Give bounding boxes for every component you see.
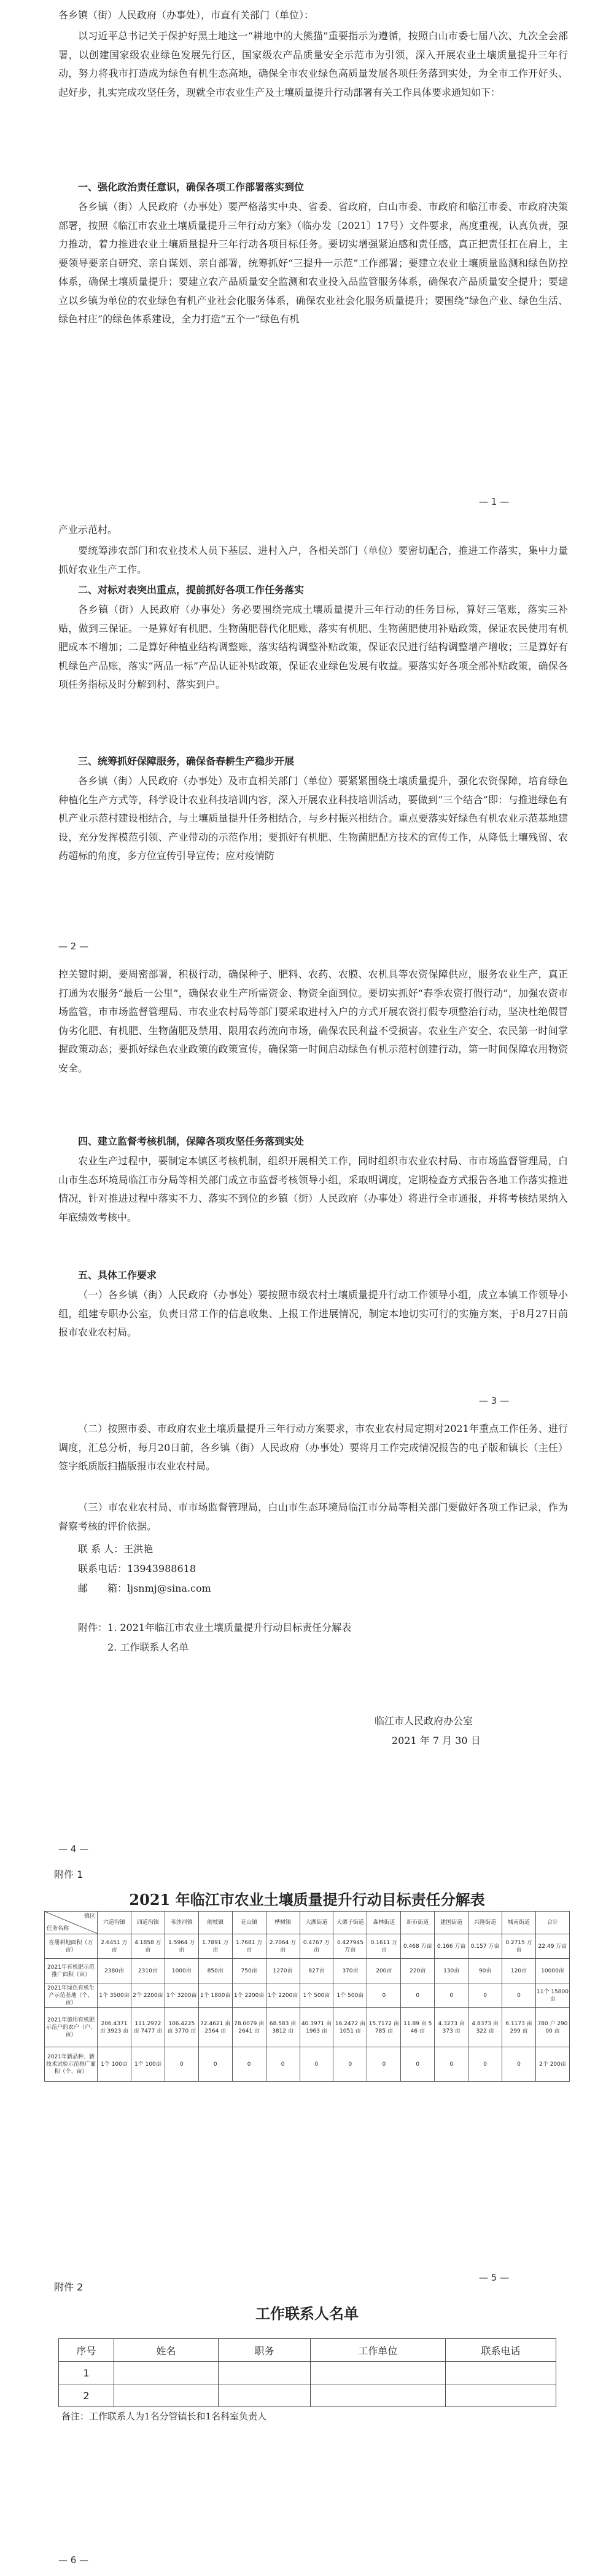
attachment-line-1 bbox=[78, 1620, 351, 1634]
page-number: — 6 — bbox=[58, 2555, 89, 2566]
table-cell: 0.427945 万亩 bbox=[333, 1934, 367, 1959]
row-header: 2021年绿色有机生产示范基地（个、亩） bbox=[45, 1983, 98, 2008]
table-cell: 2个 2200亩 bbox=[131, 1983, 165, 2008]
column-header: 城南街道 bbox=[502, 1912, 536, 1934]
table-cell: 827亩 bbox=[300, 1959, 333, 1983]
table-cell: 0 bbox=[333, 2047, 367, 2082]
table-cell: 220亩 bbox=[401, 1959, 435, 1983]
table-cell: 78.0079 亩 2641 亩 bbox=[232, 2008, 266, 2047]
table-cell: 0 bbox=[435, 1983, 468, 2008]
table-cell bbox=[114, 2362, 219, 2384]
table-cell: 6.1173 亩 299 亩 bbox=[502, 2008, 536, 2047]
page-number: — 5 — bbox=[479, 2272, 510, 2283]
table-cell: 1.7891 万亩 bbox=[198, 1934, 232, 1959]
column-header: 姓名 bbox=[114, 2339, 219, 2362]
row-header: 2021年新品种、新技术试验示范推广面积（个、亩） bbox=[45, 2047, 98, 2082]
table-cell: 120亩 bbox=[502, 1959, 536, 1983]
attachment-label: 附件： bbox=[78, 1622, 108, 1633]
table-cell: 130亩 bbox=[435, 1959, 468, 1983]
table-cell: 0 bbox=[468, 2047, 502, 2082]
table-cell: 4.3273 亩 373 亩 bbox=[435, 2008, 468, 2047]
column-header: 兴隆街道 bbox=[468, 1912, 502, 1934]
section-5-item-1: （一）各乡镇（街）人民政府（办事处）要按照市级农村土壤质量提升行动工作领导小组，成立本镇工作领导小组，组建专职办公室，负责日常工作的信息收集、上报工作进展情况，制定本地切实可行的实施方案，于8月27日前报市农业农村局。 bbox=[58, 1289, 568, 1338]
section-5-item-2: （二）按照市委、市政府农业土壤质量提升三年行动方案要求，市农业农村局定期对2021年重点工作任务、进行调度，汇总分析，每月20日前，各乡镇（街）人民政府（办事处）要将月工作完成情况报告的电子版和镇长（主任）签字纸质版扫描版报市农业农村局。 bbox=[58, 1423, 568, 1472]
section-2-paragraph: 各乡镇（街）人民政府（办事处）务必要围绕完成土壤质量提升三年行动的任务目标，算好三笔账，落实三补贴，做到三保证。一是算好有机肥、生物菌肥替代化肥账，落实有机肥、生物菌肥使用补贴政策，保证农民使用有机肥成本不增加；二是算好种植业结构调整账，落实结构调整补贴政策，保证农民进行结构调整增产增收；三是算好有机绿色产品账，落实“两品一标”产品认证补贴政策，保证农业绿色发展有收益。要落实好各项全部补贴政策，确保各项任务指标及时分解到村、落实到户。 bbox=[58, 604, 568, 690]
table-cell: 0 bbox=[367, 2047, 401, 2082]
table-cell bbox=[311, 2362, 446, 2384]
table-cell bbox=[219, 2384, 311, 2407]
annex-2-label: 附件 2 bbox=[54, 2281, 84, 2293]
table-cell: 111.2972 亩 7477 亩 bbox=[131, 2008, 165, 2047]
table-cell bbox=[311, 2384, 446, 2407]
table-cell: 2.6451 万亩 bbox=[98, 1934, 131, 1959]
table-cell: 11.89 亩 546 亩 bbox=[401, 2008, 435, 2047]
page-number: — 3 — bbox=[479, 1395, 510, 1406]
section-4-title: 四、建立监督考核机制，保障各项攻坚任务落到实处 bbox=[78, 1135, 305, 1147]
table-cell bbox=[114, 2384, 219, 2407]
table-cell: 106.4225 亩 3770 亩 bbox=[165, 2008, 198, 2047]
table-cell: 40.3971 亩 1963 亩 bbox=[300, 2008, 333, 2047]
email-label: 邮 箱： bbox=[78, 1582, 128, 1594]
table-cell: 2 bbox=[59, 2384, 114, 2407]
table-cell: 10000亩 bbox=[535, 1959, 569, 1983]
table-cell: 0 bbox=[300, 2047, 333, 2082]
column-header: 大湖街道 bbox=[300, 1912, 333, 1934]
row-header: 2021年有机肥示范推广面积（亩） bbox=[45, 1959, 98, 1983]
column-header: 大栗子街道 bbox=[333, 1912, 367, 1934]
table-cell: 2310亩 bbox=[131, 1959, 165, 1983]
column-header: 合计 bbox=[535, 1912, 569, 1934]
table-cell: 1个 1800亩 bbox=[198, 1983, 232, 2008]
section-1-title: 一、强化政治责任意识，确保各项工作部署落实到位 bbox=[78, 181, 305, 193]
attachment-item-2: 2. 工作联系人名单 bbox=[107, 1641, 189, 1653]
annex-2-title: 工作联系人名单 bbox=[255, 2305, 359, 2322]
page-number: — 2 — bbox=[58, 941, 89, 952]
table-cell: 1个 2200亩 bbox=[266, 1983, 300, 2008]
table-cell: 206.4371 亩 3923 亩 bbox=[98, 2008, 131, 2047]
section-4-paragraph: 农业生产过程中，要制定本镇区考核机制，组织开展相关工作，同时组织市农业农村局、市市场监督管理局，白山市生态环境局临江市分局等相关部门成立市监督考核领导小组，采取明调度，定期检查方式报告各地工作落实推进情况，针对推进过程中落实不力、落实不到位的乡镇（街）人民政府（办事处）将进行全市通报，并将考核结果纳入年底绩效考核中。 bbox=[58, 1155, 568, 1223]
row-header: 在册耕地面积（万亩） bbox=[45, 1934, 98, 1959]
table-cell: 4.8373 亩 322 亩 bbox=[468, 2008, 502, 2047]
table-cell: 0.166 万亩 bbox=[435, 1934, 468, 1959]
table-cell: 0 bbox=[435, 2047, 468, 2082]
table-cell bbox=[219, 2362, 311, 2384]
page-number: — 1 — bbox=[479, 496, 510, 507]
table-cell: 0 bbox=[401, 1983, 435, 2008]
table-cell: 2个 200亩 bbox=[535, 2047, 569, 2082]
table-cell: 0.2715 万亩 bbox=[502, 1934, 536, 1959]
column-header: 职务 bbox=[219, 2339, 311, 2362]
table-cell: 0 bbox=[367, 1983, 401, 2008]
table-cell: 1 bbox=[59, 2362, 114, 2384]
table-cell: 1个 500亩 bbox=[300, 1983, 333, 2008]
column-header: 桦树镇 bbox=[266, 1912, 300, 1934]
addressee-line: 各乡镇（街）人民政府（办事处），市直有关部门（单位）： bbox=[58, 9, 314, 21]
table-cell: 780 户 29000 亩 bbox=[535, 2008, 569, 2047]
table-cell: 0 bbox=[198, 2047, 232, 2082]
table-cell: 72.4621 亩 2564 亩 bbox=[198, 2008, 232, 2047]
table-row bbox=[59, 2384, 556, 2407]
table-cell: 1个 100亩 bbox=[131, 2047, 165, 2082]
table-cell: 2380亩 bbox=[98, 1959, 131, 1983]
column-header: 苇沙河镇 bbox=[165, 1912, 198, 1934]
email-row bbox=[78, 1581, 211, 1595]
responsibility-table bbox=[44, 1911, 570, 2082]
contact-person-row bbox=[78, 1541, 153, 1555]
table-cell: 1270亩 bbox=[266, 1959, 300, 1983]
row-header: 2021年施用有机肥示范户的农户（户、亩） bbox=[45, 2008, 98, 2047]
contact-table-note: 备注：工作联系人为1名分管镇长和1名科室负责人 bbox=[61, 2411, 267, 2422]
table-row bbox=[59, 2362, 556, 2384]
coordination-paragraph: 要统筹涉农部门和农业技术人员下基层、进村入户，各相关部门（单位）要密切配合，推进工作落实，集中力量抓好农业生产工作。 bbox=[58, 545, 568, 575]
table-row bbox=[45, 1959, 570, 1983]
table-cell: 0.4767 万亩 bbox=[300, 1934, 333, 1959]
section-3-title: 三、统筹抓好保障服务，确保备春耕生产稳步开展 bbox=[78, 755, 295, 767]
contact-phone-label: 联系电话： bbox=[78, 1563, 128, 1574]
table-cell: 200亩 bbox=[367, 1959, 401, 1983]
table-cell: 370亩 bbox=[333, 1959, 367, 1983]
intro-paragraph: 以习近平总书记关于保护好黑土地这一“耕地中的大熊猫”重要指示为遵循，按照白山市委七届八次、九次全会部署，以创建国家级农业绿色发展先行区，国家级农产品质量安全示范市为引领，深入开展农业土壤质量提升三年行动，努力将我市打造成为绿色有机生态高地，确保全市农业绿色高质量发展各项任务落到实处，为全市工作开好头、起好步，扎实完成攻坚任务，现就全市农业生产及土壤质量提升行动部署有关工作具体要求通知如下： bbox=[58, 30, 568, 98]
table-cell: 750亩 bbox=[232, 1959, 266, 1983]
section-2-title: 二、对标对表突出重点，提前抓好各项工作任务落实 bbox=[78, 584, 305, 596]
continued-text: 产业示范村。 bbox=[58, 524, 118, 535]
table-cell: 0 bbox=[165, 2047, 198, 2082]
column-header: 工作单位 bbox=[311, 2339, 446, 2362]
contact-person-label: 联 系 人： bbox=[78, 1543, 124, 1555]
corner-bottom-label: 任务名称 bbox=[47, 1926, 69, 1932]
corner-top-label: 镇区 bbox=[84, 1913, 95, 1920]
contact-table bbox=[58, 2338, 556, 2407]
table-cell: 0 bbox=[232, 2047, 266, 2082]
table-cell bbox=[446, 2362, 556, 2384]
section-5-item-3: （三）市农业农村局、市市场监督管理局，白山市生态环境局临江市分局等相关部门要做好各项工作记录，作为督察考核的评价依据。 bbox=[58, 1501, 568, 1532]
annex-1-title: 2021 年临江市农业土壤质量提升行动目标责任分解表 bbox=[129, 1891, 485, 1909]
table-cell: 1个 3200亩 bbox=[165, 1983, 198, 2008]
table-cell: 1个 500亩 bbox=[333, 1983, 367, 2008]
table-cell: 1个 100亩 bbox=[98, 2047, 131, 2082]
column-header: 闹枝镇 bbox=[198, 1912, 232, 1934]
table-cell: 22.49 万亩 bbox=[535, 1934, 569, 1959]
section-3-paragraph: 各乡镇（街）人民政府（办事处）及市直相关部门（单位）要紧紧围绕土壤质量提升，强化农资保障，培育绿色种植化生产方式等，科学设计农业科技培训内容，深入开展农业科技培训活动，要做到“三个结合”即：与推进绿色有机产业示范村建设相结合，与土壤质量提升任务相结合，与乡村振兴相结合。重点要落实好绿色有机农业示范基地建设，充分发挥模范引领、产业带动的示范作用；要抓好有机肥、生物菌肥配方技术的宣传工作，从降低土壤残留、农药超标的角度，多方位宣传引导宣传；应对疫情防 bbox=[58, 775, 568, 862]
table-cell: 90亩 bbox=[468, 1959, 502, 1983]
table-cell: 1个 2200亩 bbox=[232, 1983, 266, 2008]
table-row bbox=[45, 2008, 570, 2047]
column-header: 序号 bbox=[59, 2339, 114, 2362]
issuer: 临江市人民政府办公室 bbox=[375, 1715, 473, 1727]
column-header: 花山镇 bbox=[232, 1912, 266, 1934]
email-value[interactable]: ljsnmj@sina.com bbox=[127, 1582, 211, 1594]
attachment-item-1: 1. 2021年临江市农业土壤质量提升行动目标责任分解表 bbox=[107, 1622, 352, 1633]
table-cell: 1个 3500亩 bbox=[98, 1983, 131, 2008]
table-cell: 0.1611 万亩 bbox=[367, 1934, 401, 1959]
contact-phone-value: 13943988618 bbox=[127, 1563, 196, 1574]
table-cell: 850亩 bbox=[198, 1959, 232, 1983]
column-header: 六道沟镇 bbox=[98, 1912, 131, 1934]
column-header: 四道沟镇 bbox=[131, 1912, 165, 1934]
table-corner-cell bbox=[45, 1912, 98, 1934]
table-cell: 0 bbox=[502, 1983, 536, 2008]
column-header: 联系电话 bbox=[446, 2339, 556, 2362]
table-cell: 0 bbox=[502, 2047, 536, 2082]
section-1-paragraph: 各乡镇（街）人民政府（办事处）要严格落实中央、省委、省政府，白山市委、市政府和临江市委、市政府决策部署，按照《临江市农业土壤质量提升三年行动方案》（临办发〔2021〕17号）文件要求，高度重视，认真负责，强力推动，着力推进农业土壤质量提升三年行动各项目标任务。要切实增强紧迫感和责任感，真正把责任扛在肩上，主要领导要亲自研究、亲自谋划、亲自部署，统筹抓好“三提升一示范”工作部署；要建立农业土壤质量监测和绿色防控体系，确保土壤质量提升；要建立农产品质量安全监测和农业投入品监管服务体系，确保农产品质量安全提升；要建立以乡镇为单位的农业绿色有机产业社会化服务体系，确保农业社会化服务质量提升；要围绕“绿色产业、绿色生活、绿色村庄”的绿色体系建设，全力打造“五个一”绿色有机 bbox=[58, 201, 568, 325]
column-header: 新市街道 bbox=[401, 1912, 435, 1934]
table-cell: 68.583 亩 3812 亩 bbox=[266, 2008, 300, 2047]
table-cell: 0.157 万亩 bbox=[468, 1934, 502, 1959]
contact-person-name: 王洪艳 bbox=[123, 1543, 154, 1555]
table-cell: 0 bbox=[401, 2047, 435, 2082]
column-header: 森林街道 bbox=[367, 1912, 401, 1934]
issue-date: 2021 年 7 月 30 日 bbox=[392, 1735, 481, 1746]
table-cell: 0 bbox=[468, 1983, 502, 2008]
continued-paragraph: 控关键时期，要周密部署，积极行动，确保种子、肥料、农药、农膜、农机具等农资保障供应，服务农业生产，真正打通为农服务“最后一公里”，确保农业生产所需资金、物资全面到位。要切实抓好“春季农资打假行动”，加强农资市场监管，市市场监督管理局、市农业农村局等部门要采取进村入户的方式开展农资打假专项整治行动，坚决杜绝假冒伪劣化肥、有机肥、生物菌肥及禁用、限用农药流向市场，确保农民利益不受损害。农业生产安全、农民第一时间掌握政策动态；要抓好绿色农业政策的政策宣传，确保第一时间启动绿色有机示范村创建行动，第一时间保障农用物资安全。 bbox=[58, 968, 568, 1074]
page-number: — 4 — bbox=[58, 1843, 89, 1854]
column-header: 建国街道 bbox=[435, 1912, 468, 1934]
table-row bbox=[45, 1934, 570, 1959]
table-cell: 1.5964 万亩 bbox=[165, 1934, 198, 1959]
table-cell: 15.7172 亩 785 亩 bbox=[367, 2008, 401, 2047]
table-row bbox=[45, 2047, 570, 2082]
table-cell: 1000亩 bbox=[165, 1959, 198, 1983]
table-cell: 11个 15800亩 bbox=[535, 1983, 569, 2008]
table-cell: 2.7064 万亩 bbox=[266, 1934, 300, 1959]
table-cell: 4.1858 万亩 bbox=[131, 1934, 165, 1959]
contact-phone-row bbox=[78, 1561, 196, 1575]
table-cell: 0.468 万亩 bbox=[401, 1934, 435, 1959]
section-5-title: 五、具体工作要求 bbox=[78, 1269, 157, 1281]
table-cell bbox=[446, 2384, 556, 2407]
table-cell: 1.7681 万亩 bbox=[232, 1934, 266, 1959]
table-row bbox=[45, 1983, 570, 2008]
table-cell: 0 bbox=[266, 2047, 300, 2082]
table-cell: 16.2472 亩 1051 亩 bbox=[333, 2008, 367, 2047]
annex-1-label: 附件 1 bbox=[54, 1869, 84, 1880]
